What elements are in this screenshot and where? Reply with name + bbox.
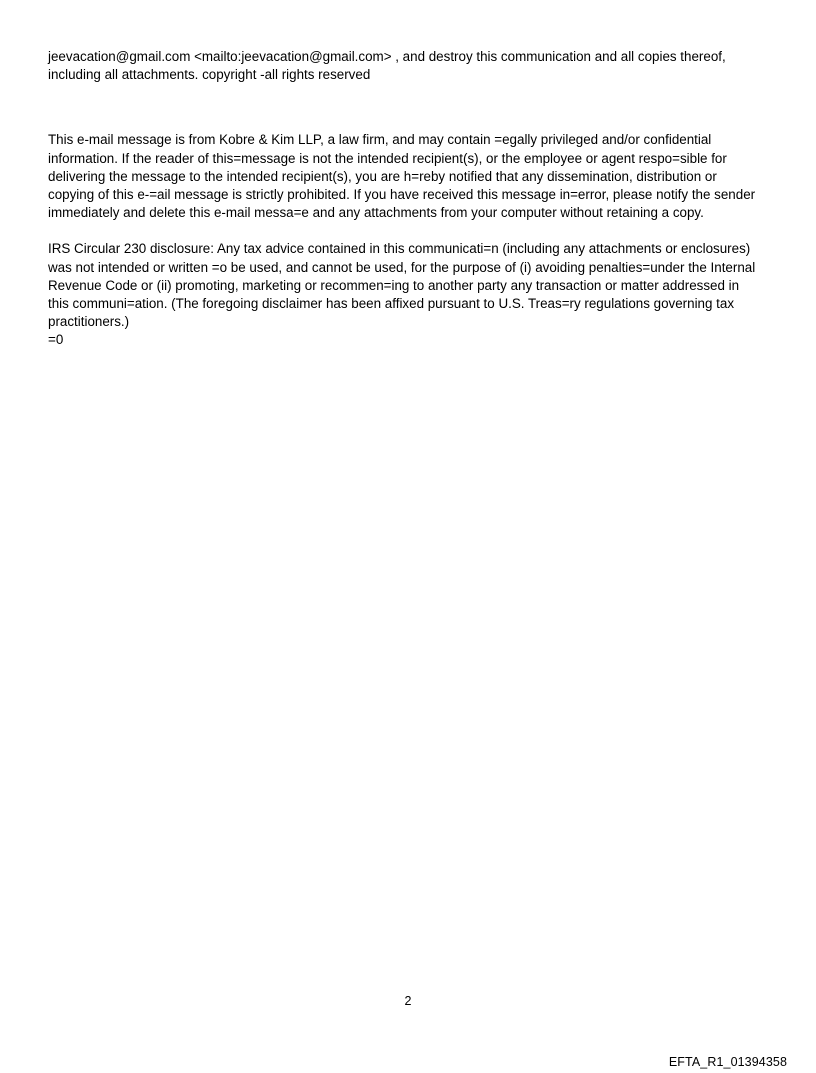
confidentiality-notice-paragraph: [48, 131, 776, 222]
document-body: [48, 48, 776, 350]
text-line: =0: [48, 332, 64, 348]
text-line: This e-mail message is from Kobre & Kim LLP, a law firm, and may contain =egally privileged and/or confidential: [48, 132, 712, 148]
paragraph-spacer: [48, 222, 776, 240]
irs-disclosure-paragraph: [48, 240, 776, 349]
text-line: jeevacation@gmail.com <mailto:jeevacation@gmail.com> , and destroy this communication and all copies thereof,: [48, 49, 726, 64]
paragraph-spacer: [48, 84, 776, 131]
document-id-stamp: EFTA_R1_01394358: [668, 1055, 787, 1069]
email-footer-paragraph: [48, 48, 776, 84]
text-line: immediately and delete this e-mail messa=e and any attachments from your computer without retaining a copy.: [48, 205, 704, 221]
text-line: Revenue Code or (ii) promoting, marketing or recommen=ing to another party any transaction or matter addressed in: [48, 277, 740, 293]
text-line: practitioners.): [48, 314, 130, 330]
text-line: was not intended or written =o be used, and cannot be used, for the purpose of (i) avoiding penalties=under the Internal: [48, 259, 756, 275]
page-number: 2: [404, 994, 412, 1008]
text-line: copying of this e-=ail message is strictly prohibited. If you have received this message in=error, please notify the sender: [48, 187, 756, 203]
text-line: this communi=ation. (The foregoing disclaimer has been affixed pursuant to U.S. Treas=ry regulations governing tax: [48, 296, 735, 312]
text-line: information. If the reader of this=message is not the intended recipient(s), or the employee or agent respo=sible for: [48, 150, 727, 166]
text-line: delivering the message to the intended recipient(s), you are h=reby notified that any dissemination, distribution or: [48, 168, 717, 184]
text-line: IRS Circular 230 disclosure: Any tax advice contained in this communicati=n (including any attachments or enclosures): [48, 241, 751, 257]
text-line: including all attachments. copyright -all rights reserved: [48, 67, 371, 83]
